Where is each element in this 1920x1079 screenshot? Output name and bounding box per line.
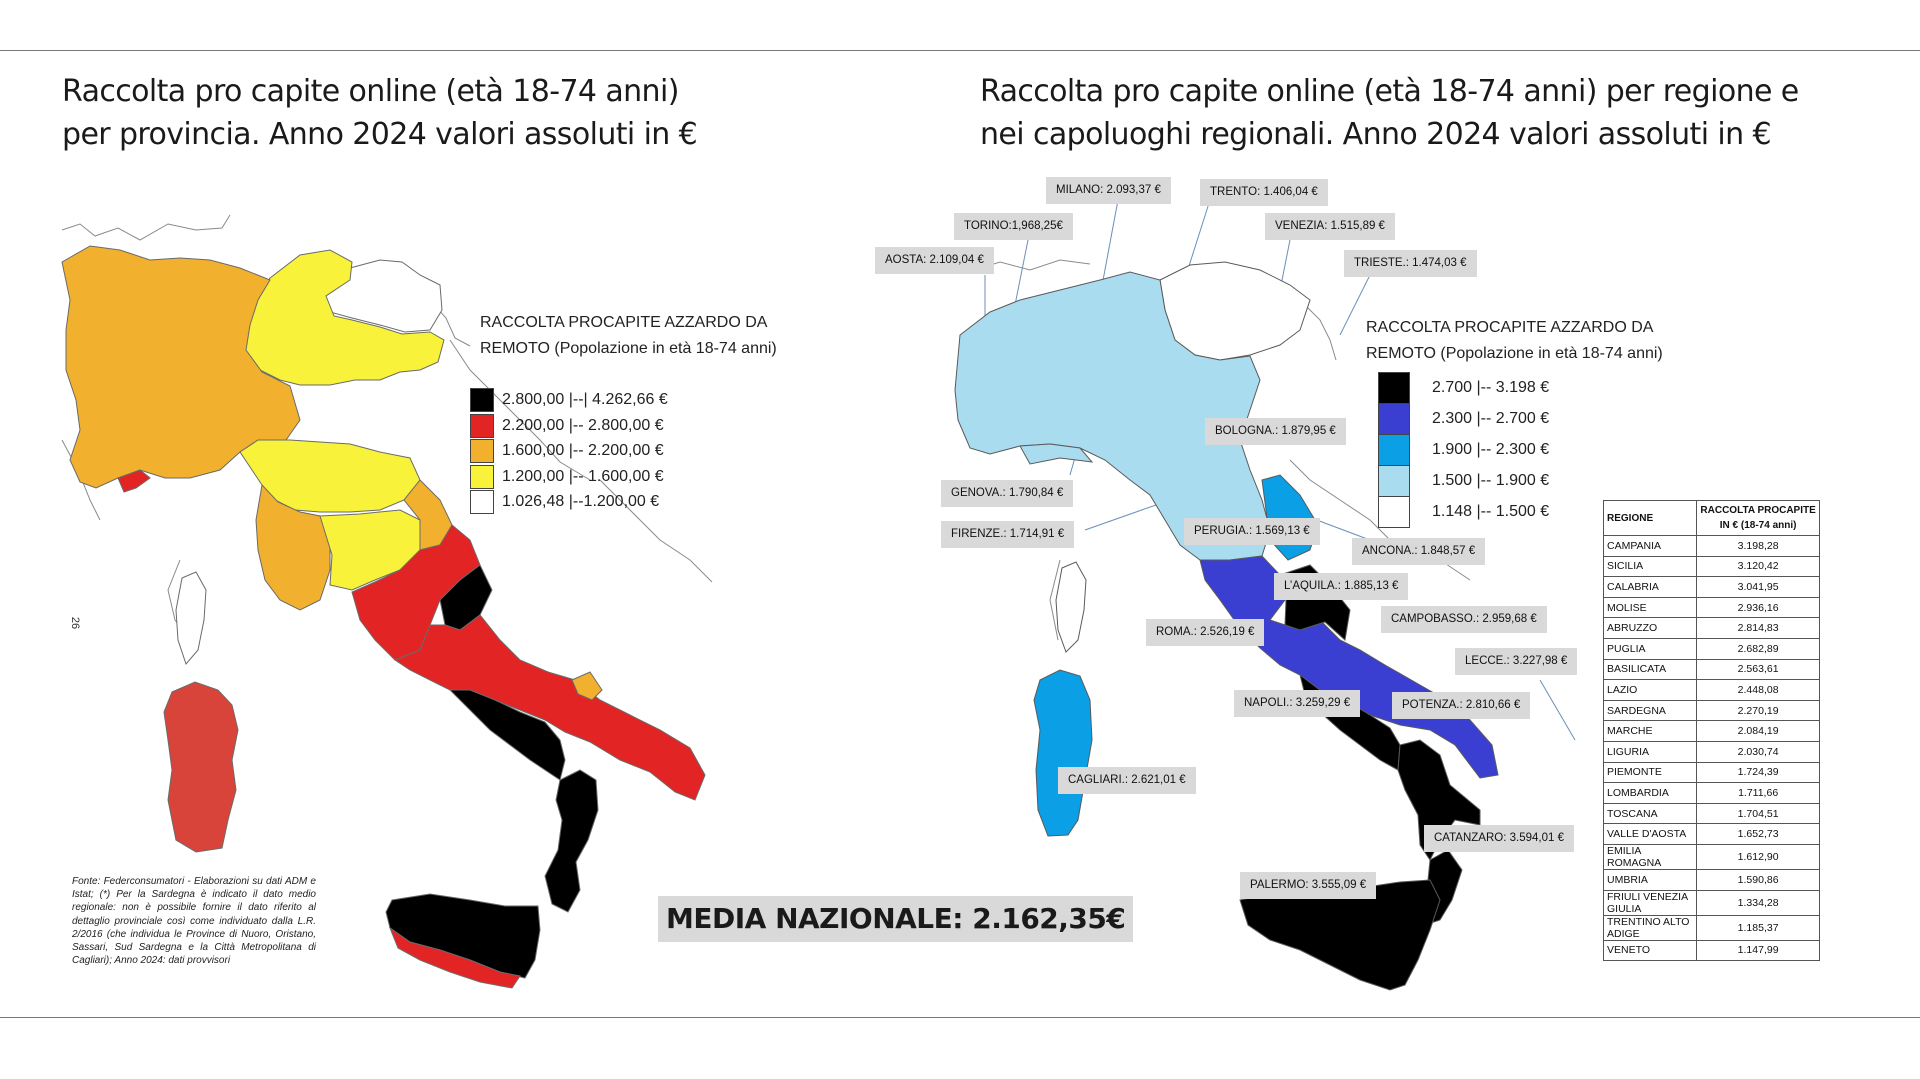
callout-palermo: PALERMO: 3.555,09 €	[1240, 872, 1376, 899]
table-cell-region: SICILIA	[1604, 556, 1697, 577]
table-row	[1604, 869, 1820, 890]
callout-perugia: PERUGIA.: 1.569,13 €	[1184, 518, 1320, 545]
table-cell-region: CALABRIA	[1604, 577, 1697, 598]
callout-laquila: L’AQUILA.: 1.885,13 €	[1274, 573, 1408, 600]
table-body	[1604, 536, 1820, 961]
callout-cagliari: CAGLIARI.: 2.621,01 €	[1058, 767, 1196, 794]
table-cell-region: MARCHE	[1604, 721, 1697, 742]
table-row	[1604, 659, 1820, 680]
callout-firenze: FIRENZE.: 1.714,91 €	[941, 521, 1074, 548]
table-cell-region: LIGURIA	[1604, 741, 1697, 762]
table-cell-value: 1.590,86	[1697, 869, 1820, 890]
table-cell-value: 2.084,19	[1697, 721, 1820, 742]
table-row	[1604, 556, 1820, 577]
callout-campobasso: CAMPOBASSO.: 2.959,68 €	[1381, 606, 1547, 633]
table-row	[1604, 824, 1820, 845]
right-legend-title-line-2: REMOTO (Popolazione in età 18-74 anni)	[1366, 345, 1663, 362]
table-row	[1604, 915, 1820, 940]
callout-venezia: VENEZIA: 1.515,89 €	[1265, 213, 1395, 240]
table-cell-value: 1.334,28	[1697, 890, 1820, 915]
table-row	[1604, 741, 1820, 762]
right-legend-swatch	[1378, 465, 1410, 497]
table-cell-region: PUGLIA	[1604, 638, 1697, 659]
table-cell-region: BASILICATA	[1604, 659, 1697, 680]
corsica-outline	[1056, 562, 1086, 652]
callout-aosta: AOSTA: 2.109,04 €	[875, 247, 994, 274]
table-row	[1604, 803, 1820, 824]
left-legend-label: 1.026,48 |--1.200,00 €	[502, 493, 660, 510]
table-cell-value: 1.704,51	[1697, 803, 1820, 824]
table-cell-value: 3.120,42	[1697, 556, 1820, 577]
right-legend-label: 2.300 |-- 2.700 €	[1432, 410, 1550, 427]
right-legend-item	[1378, 496, 1549, 528]
table-cell-region: LAZIO	[1604, 680, 1697, 701]
table-row	[1604, 721, 1820, 742]
table-cell-value: 2.814,83	[1697, 618, 1820, 639]
table-row	[1604, 536, 1820, 557]
left-legend-label: 1.600,00 |-- 2.200,00 €	[502, 442, 664, 459]
callout-milano: MILANO: 2.093,37 €	[1046, 177, 1171, 204]
table-cell-region: TOSCANA	[1604, 803, 1697, 824]
callout-potenza: POTENZA.: 2.810,66 €	[1392, 692, 1530, 719]
left-title-line-1: Raccolta pro capite online (età 18-74 anni)	[62, 74, 679, 109]
callout-genova: GENOVA.: 1.790,84 €	[941, 480, 1073, 507]
page-number: 26	[69, 616, 82, 630]
right-legend-item	[1378, 403, 1549, 435]
table-cell-region: CAMPANIA	[1604, 536, 1697, 557]
table-header-value: RACCOLTA PROCAPITE IN € (18-74 anni)	[1697, 501, 1820, 536]
right-legend-swatch	[1378, 372, 1410, 404]
source-note: Fonte: Federconsumatori - Elaborazioni su dati ADM e Istat; (*) Per la Sardegna è indicato il dato medio regionale: non è possibile fornire il dato riferito al dettaglio provinciale così come individuato dalla L.R. 2/2016 (che individua le Province di Nuoro, Oristano, Sassari, Sud Sardegna e la Città Metropolitana di Cagliari); Anno 2024: dati provvisori	[72, 876, 316, 967]
table-cell-region: UMBRIA	[1604, 869, 1697, 890]
table-cell-region: TRENTINO ALTO ADIGE	[1604, 915, 1697, 940]
callout-ancona: ANCONA.: 1.848,57 €	[1352, 538, 1485, 565]
left-legend-label: 1.200,00 |-- 1.600,00 €	[502, 467, 664, 485]
table-row	[1604, 762, 1820, 783]
right-legend-item	[1378, 434, 1549, 466]
left-legend-label: 2.800,00 |--| 4.262,66 €	[502, 391, 668, 408]
right-legend-label: 2.700 |-- 3.198 €	[1432, 379, 1550, 396]
table-cell-value: 1.185,37	[1697, 915, 1820, 940]
bottom-rule	[0, 1017, 1920, 1018]
table-cell-region: FRIULI VENEZIA GIULIA	[1604, 890, 1697, 915]
right-title-line-1: Raccolta pro capite online (età 18-74 anni) per regione e	[980, 74, 1799, 109]
right-legend-item	[1378, 465, 1549, 497]
left-title-line-2: per provincia. Anno 2024 valori assoluti in €	[62, 117, 698, 152]
table-row	[1604, 577, 1820, 598]
table-row	[1604, 700, 1820, 721]
table-row	[1604, 890, 1820, 915]
table-cell-region: VENETO	[1604, 940, 1697, 961]
table-row	[1604, 844, 1820, 869]
table-cell-value: 2.270,19	[1697, 700, 1820, 721]
table-row	[1604, 638, 1820, 659]
table-cell-value: 2.682,89	[1697, 638, 1820, 659]
callout-catanzaro: CATANZARO: 3.594,01 €	[1424, 825, 1574, 852]
right-title-line-2: nei capoluoghi regionali. Anno 2024 valori assoluti in €	[980, 117, 1771, 152]
right-legend-title-line-1: RACCOLTA PROCAPITE AZZARDO DA	[1366, 319, 1654, 336]
table-header-region: REGIONE	[1604, 501, 1697, 536]
table-cell-region: ABRUZZO	[1604, 618, 1697, 639]
table-cell-value: 2.563,61	[1697, 659, 1820, 680]
table-row	[1604, 783, 1820, 804]
callout-trento: TRENTO: 1.406,04 €	[1200, 179, 1328, 206]
sardinia-blue-region	[1034, 670, 1092, 836]
table-cell-value: 1.711,66	[1697, 783, 1820, 804]
table-row	[1604, 618, 1820, 639]
table-cell-value: 2.030,74	[1697, 741, 1820, 762]
right-legend-title	[1366, 315, 1663, 367]
callout-torino: TORINO:1,968,25€	[954, 213, 1073, 240]
table-cell-region: MOLISE	[1604, 597, 1697, 618]
region-table	[1603, 500, 1820, 961]
right-legend-swatch	[1378, 434, 1410, 466]
right-legend-label: 1.500 |-- 1.900 €	[1432, 472, 1550, 489]
table-cell-region: EMILIA ROMAGNA	[1604, 844, 1697, 869]
table-row	[1604, 680, 1820, 701]
callout-roma: ROMA.: 2.526,19 €	[1146, 619, 1264, 646]
left-legend-title-line-2: REMOTO (Popolazione in età 18-74 anni)	[480, 340, 777, 357]
table-cell-region: LOMBARDIA	[1604, 783, 1697, 804]
callout-lecce: LECCE.: 3.227,98 €	[1455, 648, 1577, 675]
right-legend-swatch	[1378, 496, 1410, 528]
table-row	[1604, 597, 1820, 618]
table-cell-value: 1.147,99	[1697, 940, 1820, 961]
table-cell-region: SARDEGNA	[1604, 700, 1697, 721]
left-legend-title-line-1: RACCOLTA PROCAPITE AZZARDO DA	[480, 314, 768, 331]
right-legend-item	[1378, 372, 1549, 404]
national-average-label: MEDIA NAZIONALE: 2.162,35€	[658, 896, 1133, 942]
table-cell-value: 2.448,08	[1697, 680, 1820, 701]
table-cell-region: VALLE D'AOSTA	[1604, 824, 1697, 845]
right-legend-label: 1.148 |-- 1.500 €	[1432, 503, 1550, 520]
table-cell-value: 1.612,90	[1697, 844, 1820, 869]
callout-napoli: NAPOLI.: 3.259,29 €	[1234, 690, 1360, 717]
callout-bologna: BOLOGNA.: 1.879,95 €	[1205, 418, 1346, 445]
left-legend-label: 2.200,00 |-- 2.800,00 €	[502, 416, 664, 434]
table-cell-value: 2.936,16	[1697, 597, 1820, 618]
table-row	[1604, 940, 1820, 961]
table-cell-region: PIEMONTE	[1604, 762, 1697, 783]
table-cell-value: 1.724,39	[1697, 762, 1820, 783]
right-legend-label: 1.900 |-- 2.300 €	[1432, 441, 1550, 458]
table-cell-value: 1.652,73	[1697, 824, 1820, 845]
right-legend-swatch	[1378, 403, 1410, 435]
callout-trieste: TRIESTE.: 1.474,03 €	[1344, 250, 1477, 277]
table-cell-value: 3.041,95	[1697, 577, 1820, 598]
table-cell-value: 3.198,28	[1697, 536, 1820, 557]
